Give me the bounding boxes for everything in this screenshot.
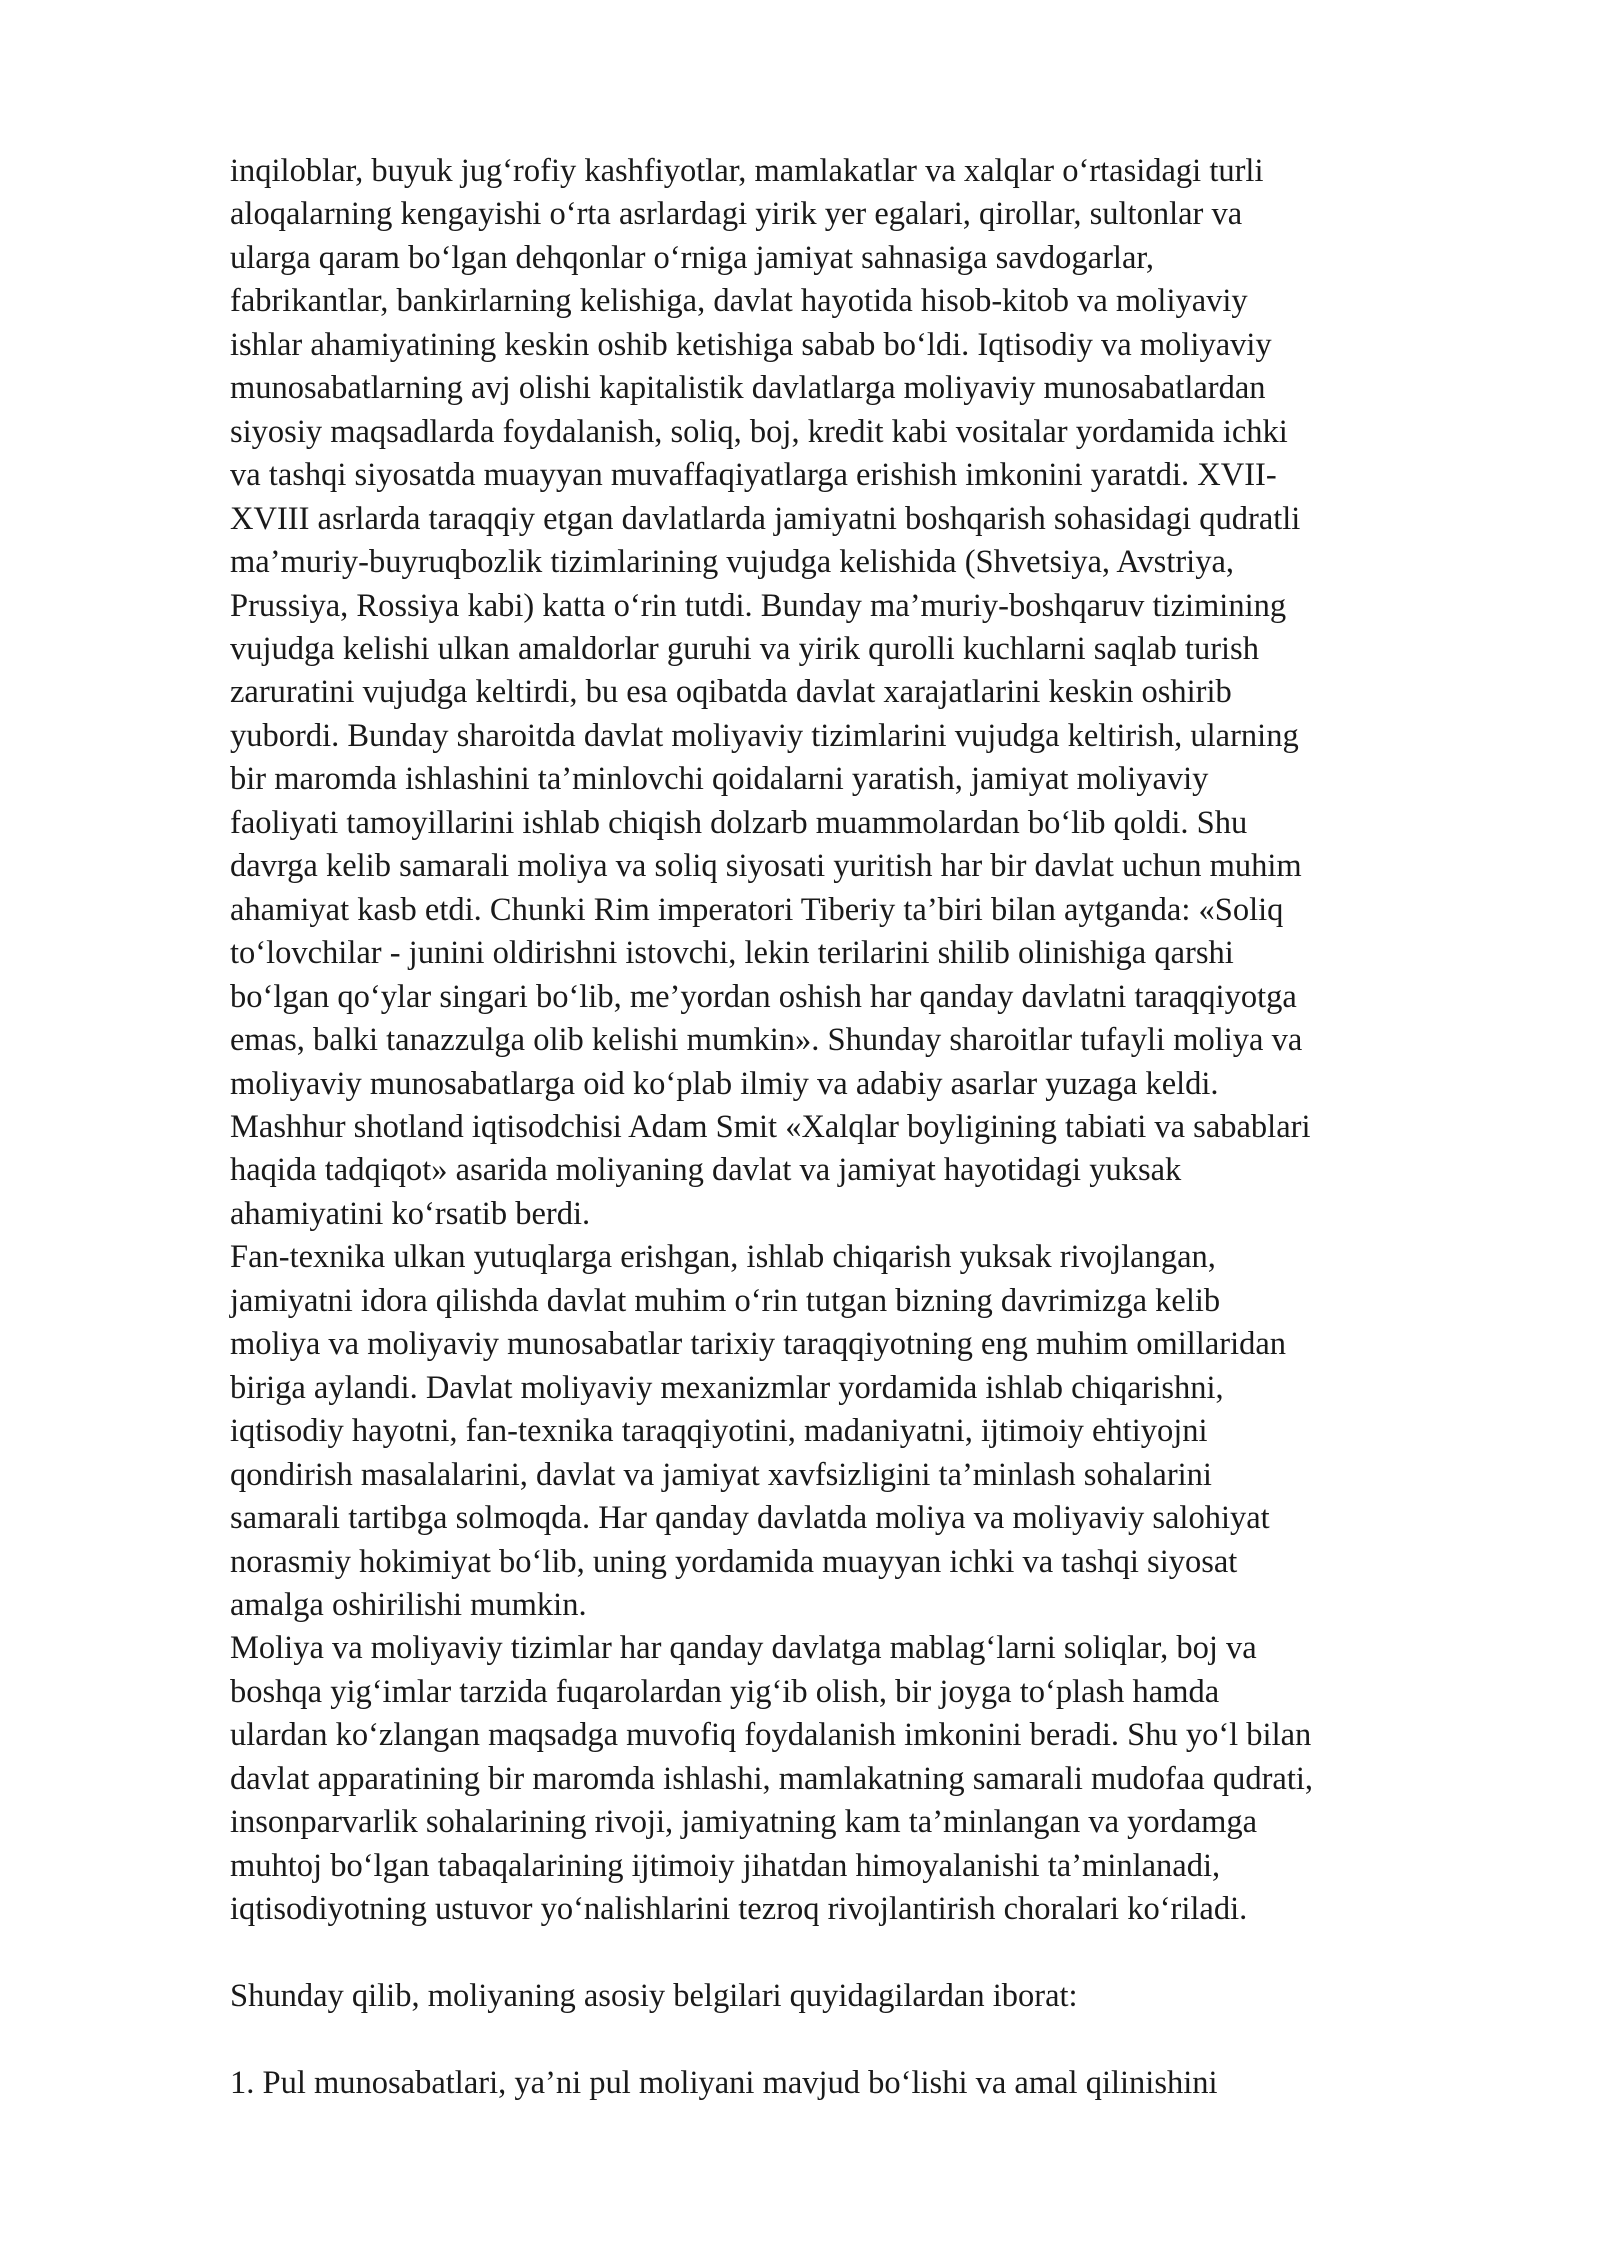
text-line: norasmiy hokimiyat bo‘lib, uning yordamida muayyan ichki va tashqi siyosat	[230, 1543, 1238, 1580]
text-line: yubordi. Bunday sharoitda davlat moliyaviy tizimlarini vujudga keltirish, ularning	[230, 717, 1299, 754]
text-line: zaruratini vujudga keltirdi, bu esa oqibatda davlat xarajatlarini keskin oshirib	[230, 674, 1232, 711]
text-line: ma’muriy-buyruqbozlik tizimlarining vujudga kelishida (Shvetsiya, Avstriya,	[230, 544, 1235, 581]
text-line: iqtisodiy hayotni, fan-texnika taraqqiyotini, madaniyatni, ijtimoiy ehtiyojni	[230, 1413, 1208, 1450]
text-line: davrga kelib samarali moliya va soliq siyosati yuritish har bir davlat uchun muhim	[230, 848, 1302, 885]
text-line: bir maromda ishlashini ta’minlovchi qoidalarni yaratish, jamiyat moliyaviy	[230, 761, 1209, 798]
paragraph-spacer	[230, 2018, 1530, 2061]
paragraph	[230, 150, 1530, 1236]
text-line: vujudga kelishi ulkan amaldorlar guruhi va yirik qurolli kuchlarni saqlab turish	[230, 630, 1259, 667]
text-line: bo‘lgan qo‘ylar singari bo‘lib, me’yordan oshish har qanday davlatni taraqqiyotga	[230, 978, 1297, 1015]
text-line: iqtisodiyotning ustuvor yo‘nalishlarini tezroq rivojlantirish choralari ko‘riladi.	[230, 1891, 1248, 1928]
text-line: munosabatlarning avj olishi kapitalistik davlatlarga moliyaviy munosabatlardan	[230, 370, 1266, 407]
text-line: haqida tadqiqot» asarida moliyaning davlat va jamiyat hayotidagi yuksak	[230, 1152, 1182, 1189]
paragraph	[230, 1236, 1530, 1627]
text-line: boshqa yig‘imlar tarzida fuqarolardan yig‘ib olish, bir joyga to‘plash hamda	[230, 1673, 1220, 1710]
text-line: Prussiya, Rossiya kabi) katta o‘rin tutdi. Bunday ma’muriy-boshqaruv tizimining	[230, 587, 1287, 624]
text-line: inqiloblar, buyuk jug‘rofiy kashfiyotlar, mamlakatlar va xalqlar o‘rtasidagi turli	[230, 153, 1264, 189]
text-line: ularga qaram bo‘lgan dehqonlar o‘rniga jamiyat sahnasiga savdogarlar,	[230, 239, 1155, 276]
text-line: biriga aylandi. Davlat moliyaviy mexanizmlar yordamida ishlab chiqarishni,	[230, 1369, 1224, 1406]
text-line: Fan-texnika ulkan yutuqlarga erishgan, ishlab chiqarish yuksak rivojlangan,	[230, 1239, 1216, 1276]
paragraph	[230, 1975, 1530, 2018]
text-line: ahamiyatini ko‘rsatib berdi.	[230, 1195, 591, 1232]
text-line: fabrikantlar, bankirlarning kelishiga, davlat hayotida hisob-kitob va moliyaviy	[230, 283, 1248, 320]
text-line: jamiyatni idora qilishda davlat muhim o‘rin tutgan bizning davrimizga kelib	[230, 1282, 1221, 1319]
text-line: siyosiy maqsadlarda foydalanish, soliq, boj, kredit kabi vositalar yordamida ichki	[230, 413, 1288, 450]
text-line: aloqalarning kengayishi o‘rta asrlardagi yirik yer egalari, qirollar, sultonlar va	[230, 196, 1243, 233]
text-line: faoliyati tamoyillarini ishlab chiqish dolzarb muammolardan bo‘lib qoldi. Shu	[230, 804, 1248, 841]
text-line: muhtoj bo‘lgan tabaqalarining ijtimoiy jihatdan himoyalanishi ta’minlanadi,	[230, 1847, 1221, 1884]
text-line: ulardan ko‘zlangan maqsadga muvofiq foydalanish imkonini beradi. Shu yo‘l bilan	[230, 1717, 1312, 1754]
text-line: Moliya va moliyaviy tizimlar har qanday davlatga mablag‘larni soliqlar, boj va	[230, 1630, 1257, 1667]
text-line: qondirish masalalarini, davlat va jamiyat xavfsizligini ta’minlash sohalarini	[230, 1456, 1212, 1493]
text-line: emas, balki tanazzulga olib kelishi mumkin». Shunday sharoitlar tufayli moliya va	[230, 1022, 1303, 1059]
list-item	[230, 2062, 1530, 2105]
text-line: to‘lovchilar - junini oldirishni istovchi, lekin terilarini shilib olinishiga qarshi	[230, 935, 1234, 972]
text-line: ishlar ahamiyatining keskin oshib ketishiga sabab bo‘ldi. Iqtisodiy va moliyaviy	[230, 326, 1272, 363]
text-line: moliyaviy munosabatlarga oid ko‘plab ilmiy va adabiy asarlar yuzaga keldi.	[230, 1065, 1219, 1102]
text-line: davlat apparatining bir maromda ishlashi, mamlakatning samarali mudofaa qudrati,	[230, 1760, 1314, 1797]
text-line: insonparvarlik sohalarining rivoji, jamiyatning kam ta’minlangan va yordamga	[230, 1804, 1258, 1841]
text-line: va tashqi siyosatda muayyan muvaffaqiyatlarga erishish imkonini yaratdi. XVII-	[230, 457, 1277, 494]
text-line: Shunday qilib, moliyaning asosiy belgilari quyidagilardan iborat:	[230, 1978, 1078, 2015]
paragraph-spacer	[230, 1932, 1530, 1975]
text-line: XVIII asrlarda taraqqiy etgan davlatlarda jamiyatni boshqarish sohasidagi qudratli	[230, 500, 1301, 537]
document-body	[230, 150, 1530, 2105]
text-line: amalga oshirilishi mumkin.	[230, 1586, 587, 1623]
text-line: moliya va moliyaviy munosabatlar tarixiy taraqqiyotning eng muhim omillaridan	[230, 1326, 1287, 1363]
paragraph	[230, 1627, 1530, 1931]
text-line: ahamiyat kasb etdi. Chunki Rim imperatori Tiberiy ta’biri bilan aytganda: «Soliq	[230, 891, 1284, 928]
text-line: 1. Pul munosabatlari, ya’ni pul moliyani mavjud bo‘lishi va amal qilinishini	[230, 2064, 1218, 2101]
text-line: Mashhur shotland iqtisodchisi Adam Smit «Xalqlar boyligining tabiati va sabablari	[230, 1108, 1311, 1145]
text-line: samarali tartibga solmoqda. Har qanday davlatda moliya va moliyaviy salohiyat	[230, 1500, 1270, 1537]
